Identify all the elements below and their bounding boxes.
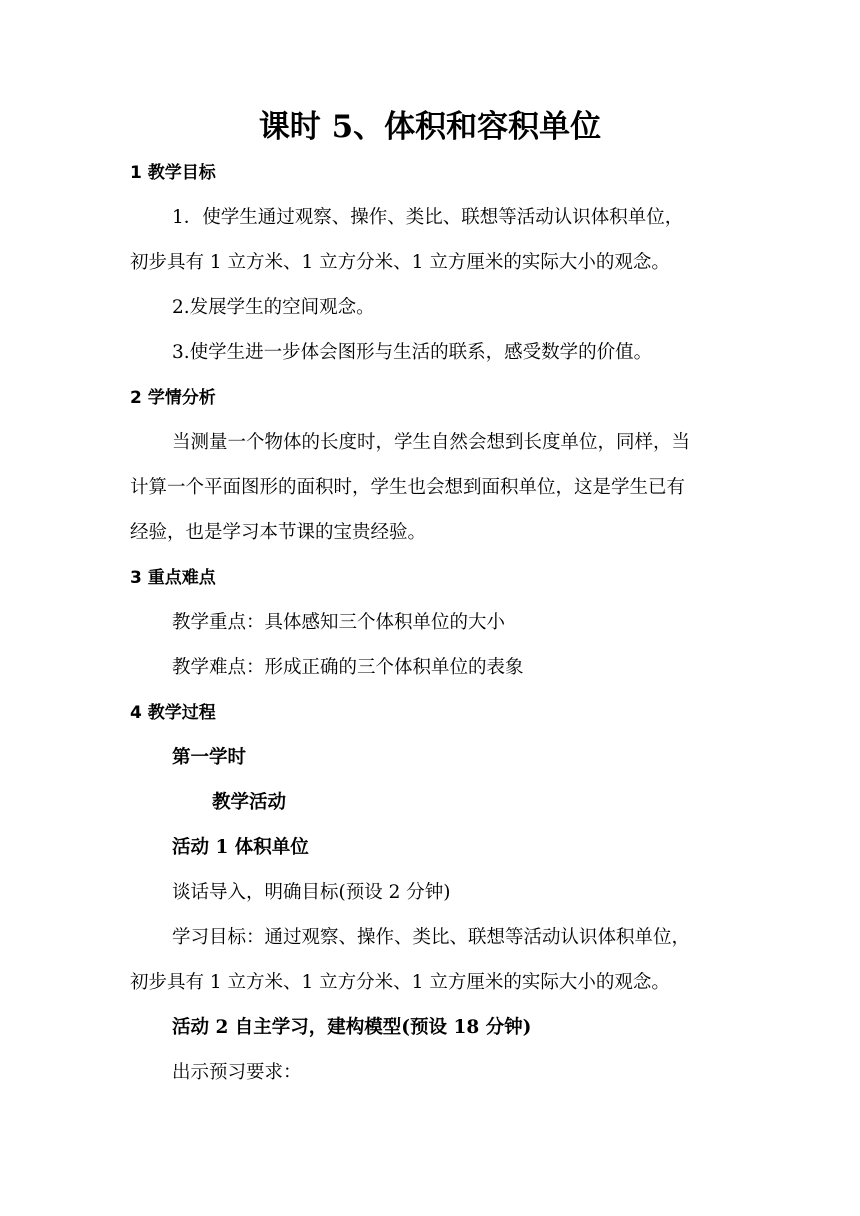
analysis-line-2: 计算一个平面图形的面积时，学生也会想到面积单位，这是学生已有	[130, 477, 686, 498]
learning-goal-line-1: 学习目标：通过观察、操作、类比、联想等活动认识体积单位，	[172, 927, 691, 948]
section-heading-objectives: 1 教学目标	[130, 163, 216, 183]
activity-2-title: 活动 2 自主学习，建构模型(预设 18 分钟)	[172, 1017, 532, 1038]
objective-2: 2.发展学生的空间观念。	[172, 297, 375, 318]
section-heading-analysis: 2 学情分析	[130, 388, 216, 408]
difficulty: 教学难点：形成正确的三个体积单位的表象	[172, 657, 524, 678]
analysis-line-1: 当测量一个物体的长度时，学生自然会想到长度单位，同样，当	[172, 432, 691, 453]
preview-requirements: 出示预习要求：	[172, 1062, 302, 1083]
activities-label: 教学活动	[212, 792, 287, 813]
key-point: 教学重点：具体感知三个体积单位的大小	[172, 612, 506, 633]
lesson-label: 第一学时	[172, 747, 247, 768]
document-title: 课时 5、体积和容积单位	[258, 109, 602, 145]
activity-1-intro: 谈话导入，明确目标(预设 2 分钟)	[172, 882, 451, 903]
section-heading-key-points: 3 重点难点	[130, 568, 216, 588]
activity-1-title: 活动 1 体积单位	[172, 837, 309, 858]
learning-goal-line-2: 初步具有 1 立方米、1 立方分米、1 立方厘米的实际大小的观念。	[130, 972, 670, 993]
objective-1-line-1: 1．使学生通过观察、操作、类比、联想等活动认识体积单位，	[172, 207, 684, 228]
objective-3: 3.使学生进一步体会图形与生活的联系，感受数学的价值。	[172, 342, 653, 363]
objective-1-line-2: 初步具有 1 立方米、1 立方分米、1 立方厘米的实际大小的观念。	[130, 252, 670, 273]
analysis-line-3: 经验，也是学习本节课的宝贵经验。	[130, 522, 427, 543]
section-heading-process: 4 教学过程	[130, 703, 216, 723]
